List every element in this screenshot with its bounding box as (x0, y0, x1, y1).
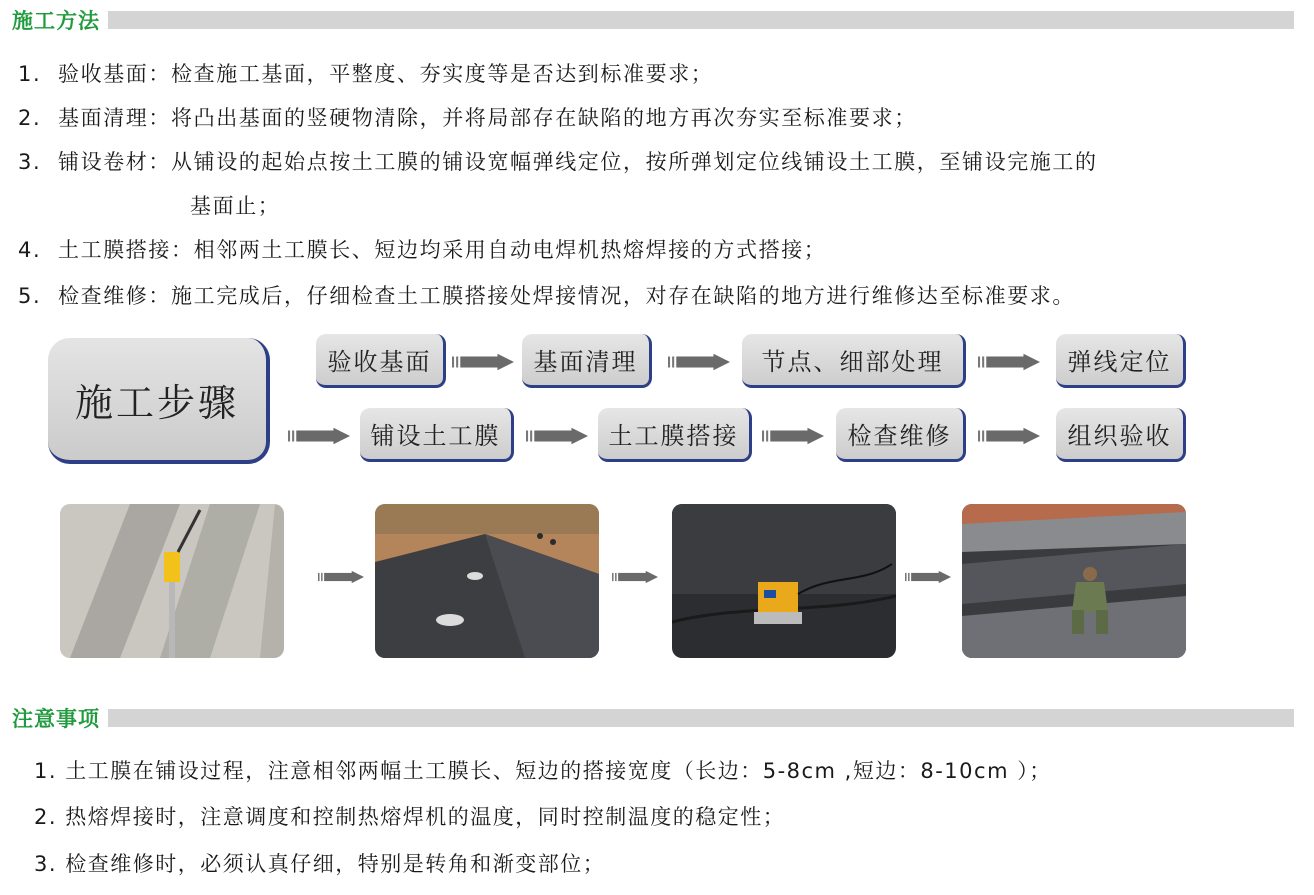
flow-step-node-detail: 节点、细部处理 (742, 334, 966, 388)
flow-main-label: 施工步骤 (48, 338, 270, 464)
method-number: 4. (18, 238, 42, 262)
method-text: 土工膜搭接：相邻两土工膜长、短边均采用自动电焊机热熔焊接的方式搭接； (58, 238, 827, 262)
section-title-notes: 注意事项 (12, 707, 100, 731)
flow-step-line-positioning: 弹线定位 (1056, 334, 1186, 388)
flow-arrow-icon (668, 350, 730, 374)
flow-step-inspect-repair: 检查维修 (836, 408, 966, 462)
welding-machine-photo (672, 504, 896, 658)
flow-arrow-icon (978, 350, 1040, 374)
method-text: 检查维修：施工完成后，仔细检查土工膜搭接处焊接情况，对存在缺陷的地方进行维修达至标准要求。 (58, 284, 1075, 308)
flow-arrow-icon (905, 565, 951, 589)
note-item-2: 2. 热熔焊接时，注意调度和控制热熔焊机的温度，同时控制温度的稳定性； (34, 805, 786, 829)
method-item-3 (18, 146, 1098, 176)
method-text: 基面清理：将凸出基面的竖硬物清除，并将局部存在缺陷的地方再次夯实至标准要求； (58, 106, 917, 130)
flow-step-acceptance: 组织验收 (1056, 408, 1186, 462)
base-inspection-photo (60, 504, 284, 658)
flow-arrow-icon (978, 424, 1040, 448)
flow-arrow-icon (288, 424, 350, 448)
method-item-4 (18, 234, 826, 264)
flow-step-base-cleaning: 基面清理 (522, 334, 652, 388)
section-title-method: 施工方法 (12, 9, 100, 33)
method-item-1 (18, 58, 713, 88)
section-header-notes (12, 705, 1294, 731)
flow-arrow-icon (526, 424, 588, 448)
note-item-1: 1. 土工膜在铺设过程，注意相邻两幅土工膜长、短边的搭接宽度（长边：5-8cm ,短边：8-10cm ）； (34, 759, 1052, 783)
method-item-3-continuation: 基面止； (190, 194, 281, 218)
method-number: 2. (18, 106, 42, 130)
inspection-repair-photo (962, 504, 1186, 658)
method-text: 验收基面：检查施工基面，平整度、夯实度等是否达到标准要求； (58, 62, 714, 86)
method-item-2 (18, 102, 917, 132)
flow-step-membrane-overlap: 土工膜搭接 (598, 408, 752, 462)
method-text: 铺设卷材：从铺设的起始点按土工膜的铺设宽幅弹线定位，按所弹划定位线铺设土工膜，至铺设完施工的 (58, 150, 1098, 174)
section-divider-bar (108, 11, 1294, 29)
method-item-5 (18, 280, 1075, 310)
flow-arrow-icon (318, 565, 364, 589)
flow-step-lay-membrane: 铺设土工膜 (360, 408, 514, 462)
membrane-laying-photo (375, 504, 599, 658)
flow-arrow-icon (612, 565, 658, 589)
flow-arrow-icon (762, 424, 824, 448)
method-number: 1. (18, 62, 42, 86)
flow-step-base-acceptance: 验收基面 (316, 334, 446, 388)
note-item-3: 3. 检查维修时，必须认真仔细，特别是转角和渐变部位； (34, 852, 606, 876)
method-number: 5. (18, 284, 42, 308)
section-header-method (12, 7, 1294, 33)
flow-arrow-icon (452, 350, 514, 374)
method-number: 3. (18, 150, 42, 174)
section-divider-bar (108, 709, 1294, 727)
